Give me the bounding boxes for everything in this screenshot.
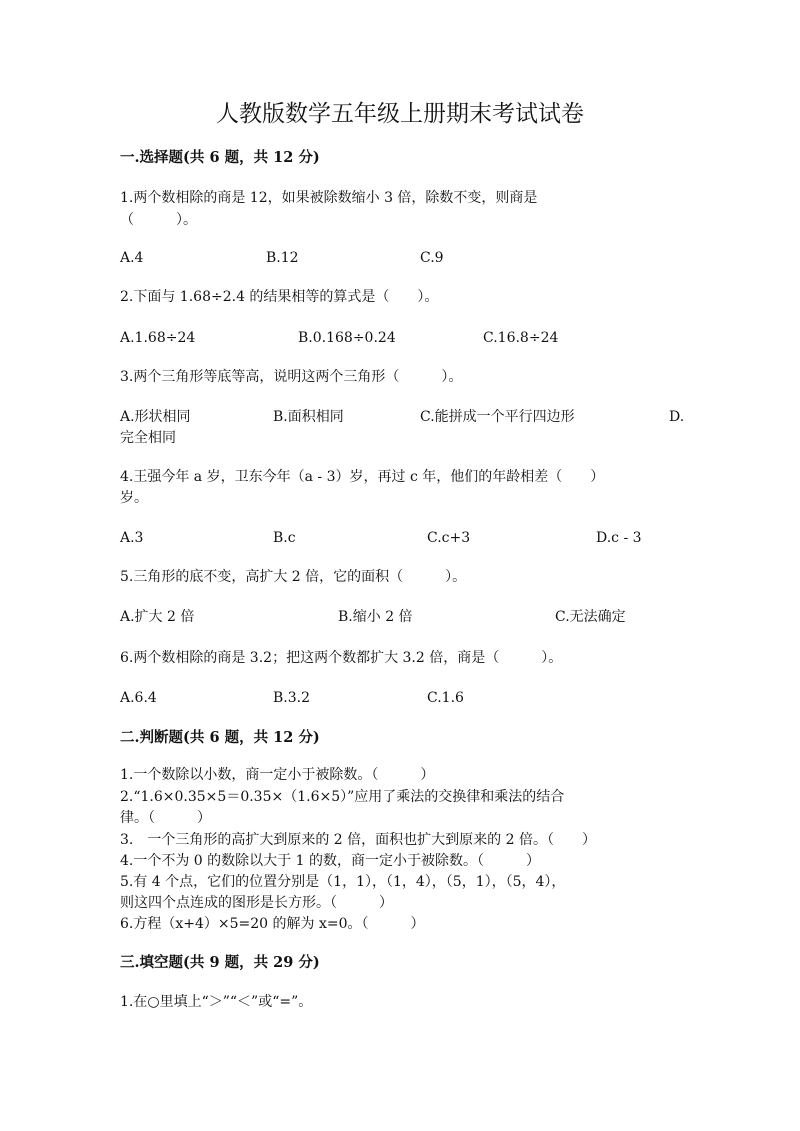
statement-line: 则这四个点连成的图形是长方形。（ ） <box>120 895 393 911</box>
section-heading-choice: 一.选择题(共 6 题，共 12 分) <box>120 149 320 166</box>
option-c: C.无法确定 <box>555 609 626 625</box>
option-b: B.面积相同 <box>273 409 344 425</box>
option-a: A.3 <box>120 530 144 546</box>
statement-line: 2.“1.6×0.35×5＝0.35×（1.6×5）”应用了乘法的交换律和乘法的结合 <box>120 789 565 805</box>
statement-line: 6.方程（x+4）×5=20 的解为 x=0。（ ） <box>120 916 425 932</box>
question-text: 3.两个三角形等底等高，说明这两个三角形（ ）。 <box>120 369 463 385</box>
section-heading-judgment: 二.判断题(共 6 题，共 12 分) <box>120 729 320 746</box>
question-text: 岁。 <box>120 490 148 506</box>
option-b: B.3.2 <box>273 690 311 706</box>
option-c: C.c+3 <box>427 530 471 546</box>
option-c: C.9 <box>420 250 444 266</box>
option-c: C.能拼成一个平行四边形 <box>420 409 575 425</box>
question-text: 1.两个数相除的商是 12，如果被除数缩小 3 倍，除数不变，则商是 <box>120 190 538 206</box>
option-b: B.0.168÷0.24 <box>298 330 396 346</box>
option-d: D. <box>669 409 685 425</box>
question-text: 2.下面与 1.68÷2.4 的结果相等的算式是（ ）。 <box>120 289 439 305</box>
option-d-wrap: 完全相同 <box>120 430 176 446</box>
statement-line: 1.一个数除以小数，商一定小于被除数。（ ） <box>120 767 435 783</box>
option-a: A.4 <box>120 250 144 266</box>
question-text: 6.两个数相除的商是 3.2；把这两个数都扩大 3.2 倍，商是（ ）。 <box>120 650 563 666</box>
option-a: A.1.68÷24 <box>120 330 196 346</box>
option-a: A.6.4 <box>120 690 157 706</box>
question-text: 5.三角形的底不变，高扩大 2 倍，它的面积（ ）。 <box>120 569 467 585</box>
option-b: B.c <box>273 530 296 546</box>
question-text: 1.在○里填上“＞”“＜”或“=”。 <box>120 994 313 1010</box>
option-b: B.缩小 2 倍 <box>338 609 413 625</box>
option-a: A.形状相同 <box>120 409 191 425</box>
question-text: （ ）。 <box>120 212 197 228</box>
question-text: 4.王强今年 a 岁，卫东今年（a - 3）岁，再过 c 年，他们的年龄相差（ ） <box>120 469 605 485</box>
section-heading-fill: 三.填空题(共 9 题，共 29 分) <box>120 954 320 971</box>
statement-line: 律。（ ） <box>120 810 211 826</box>
page-title: 人教版数学五年级上册期末考试试卷 <box>216 101 584 127</box>
option-d: D.c - 3 <box>596 530 642 546</box>
option-c: C.16.8÷24 <box>483 330 559 346</box>
statement-line: 4.一个不为 0 的数除以大于 1 的数，商一定小于被除数。（ ） <box>120 853 540 869</box>
option-a: A.扩大 2 倍 <box>120 609 195 625</box>
option-b: B.12 <box>266 250 299 266</box>
option-c: C.1.6 <box>427 690 464 706</box>
statement-line: 5.有 4 个点，它们的位置分别是（1，1），（1，4），（5，1），（5，4）， <box>120 874 566 890</box>
statement-line: 3. 一个三角形的高扩大到原来的 2 倍，面积也扩大到原来的 2 倍。（ ） <box>120 832 596 848</box>
